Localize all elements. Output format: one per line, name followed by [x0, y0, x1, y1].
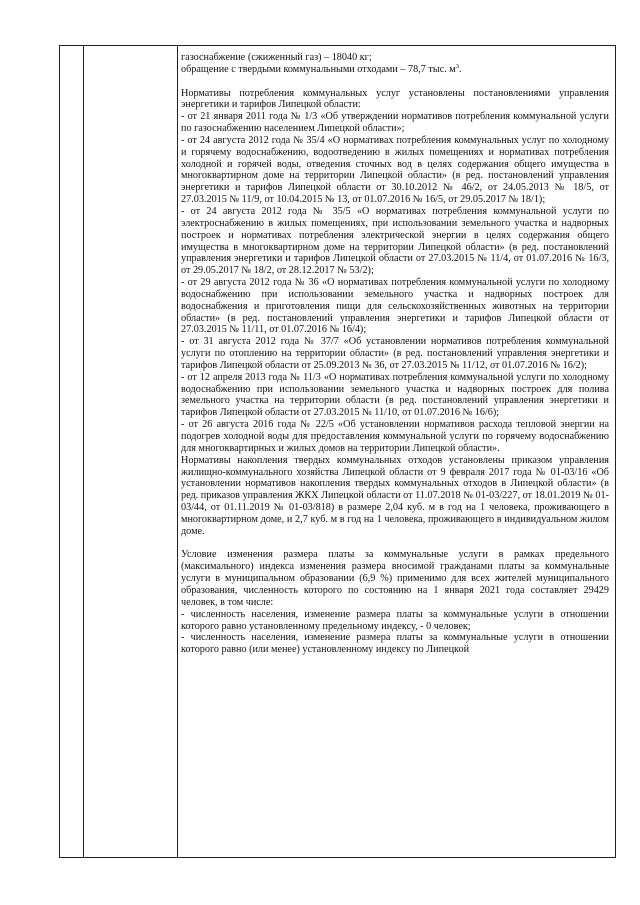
- paragraph-gas-supply: газоснабжение (сжиженный газ) – 18040 кг;: [181, 52, 372, 63]
- paragraph-payment-condition: Условие изменения размера платы за коммунальные услуги в рамках предельного (максимального) индекса изменения размера вносимой гражданами платы за коммунальные услуги в муниципальном образовании (6,9 %) применимо для всех жителей муниципального образования, численность которого по состоянию на 1 января 2021 года составляет 29429 человек, в том числе:: [181, 549, 609, 608]
- document-table: [59, 45, 616, 858]
- paragraph-population-1: - численность населения, изменение размера платы за коммунальные услуги в отношении которого равно установленному предельному индексу, - 0 человек;: [181, 608, 609, 632]
- blank-line: [181, 76, 609, 88]
- paragraph-resolution-7: - от 26 августа 2016 года № 22/5 «Об установлении нормативов расхода тепловой энергии на подогрев холодной воды для предоставления коммунальной услуги по горячему водоснабжению для многоквартирных и жилых домов на территории Липецкой области».: [181, 419, 609, 454]
- blank-line: [181, 538, 609, 550]
- paragraph-resolution-1: - от 21 января 2011 года № 1/3 «Об утверждении нормативов потребления коммунальной услуги по газоснабжению населением Липецкой области»;: [181, 111, 609, 135]
- paragraph-resolution-3: - от 24 августа 2012 года № 35/5 «О нормативах потребления коммунальной услуги по электроснабжению в жилых помещениях, при использовании земельного участка и надворных построек и нормативах потребления электрической энергии в целях содержания общего имущества в многоквартирном доме на территории Липецкой области» (в ред. постановлений управления энергетики и тарифов Липецкой области от 27.03.2015 № 11/4, от 01.07.2016 № 16/3, от 29.05.2017 № 18/2, от 28.12.2017 № 53/2);: [181, 205, 609, 277]
- superscript-cube: 3: [455, 62, 460, 70]
- column-divider-2: [177, 46, 178, 857]
- paragraph-resolution-4: - от 29 августа 2012 года № 36 «О нормативах потребления коммунальной услуги по холодному водоснабжению при использовании земельного участка и надворных построек для водоснабжения и приготовления пищи для сельскохозяйственных животных на территории области» (в ред. постановлений управления энергетики и тарифов Липецкой области от 27.03.2015 № 11/11, от 01.07.2016 № 16/4);: [181, 277, 609, 336]
- table-cell-content: [181, 52, 609, 656]
- paragraph-resolution-2: - от 24 августа 2012 года № 35/4 «О нормативах потребления коммунальных услуг по холодному и горячему водоснабжению, водоотведению в жилых помещениях и нормативах потребления холодной и горячей воды, отведения сточных вод в целях содержания общего имущества в многоквартирном доме на территории Липецкой области» (в ред. постановлений управления энергетики и тарифов Липецкой области от 30.10.2012 № 46/2, от 24.05.2013 № 18/5, от 27.03.2015 № 11/9, от 10.04.2015 № 13, от 01.07.2016 № 16/5, от 29.05.2017 № 18/1);: [181, 134, 609, 206]
- paragraph-resolution-6: - от 12 апреля 2013 года № 11/3 «О нормативах потребления коммунальной услуги по холодному водоснабжению при использовании земельного участка и надворных построек для полива земельного участка на территории области (в ред. постановлений управления энергетики и тарифов Липецкой области от 27.03.2015 № 11/10, от 01.07.2016 № 16/6);: [181, 371, 609, 419]
- column-divider-1: [83, 46, 84, 857]
- paragraph-norms-intro: Нормативы потребления коммунальных услуг установлены постановлениями управления энергетики и тарифов Липецкой области:: [181, 87, 609, 111]
- paragraph-waste-norms: Нормативы накопления твердых коммунальных отходов установлены приказом управления жилищно-коммунального хозяйства Липецкой области от 9 февраля 2017 года № 01-03/16 «Об установлении нормативов накопления твердых коммунальных отходов в Липецкой области» (в ред. приказов управления ЖКХ Липецкой области от 11.07.2018 № 01-03/227, от 18.01.2019 № 01-03/44, от 01.11.2019 № 01-03/818) в размере 2,04 куб. м в год на 1 человека, проживающего в многоквартирном доме, и 2,7 куб. м в год на 1 человека, проживающего в индивидуальном жилом доме.: [181, 454, 609, 537]
- paragraph-population-2: - численность населения, изменение размера платы за коммунальные услуги в отношении которого равно (или менее) установленному индексу по Липецкой: [181, 632, 609, 656]
- paragraph-resolution-5: - от 31 августа 2012 года № 37/7 «Об установлении нормативов потребления коммунальной услуги по отоплению на территории области» (в ред. постановлений управления энергетики и тарифов Липецкой области от 25.09.2013 № 36, от 27.03.2015 № 11/12, от 01.07.2016 № 16/2);: [181, 336, 609, 371]
- paragraph-waste-volume: обращение с твердыми коммунальными отходами – 78,7 тыс. $м^3$.: [181, 62, 462, 75]
